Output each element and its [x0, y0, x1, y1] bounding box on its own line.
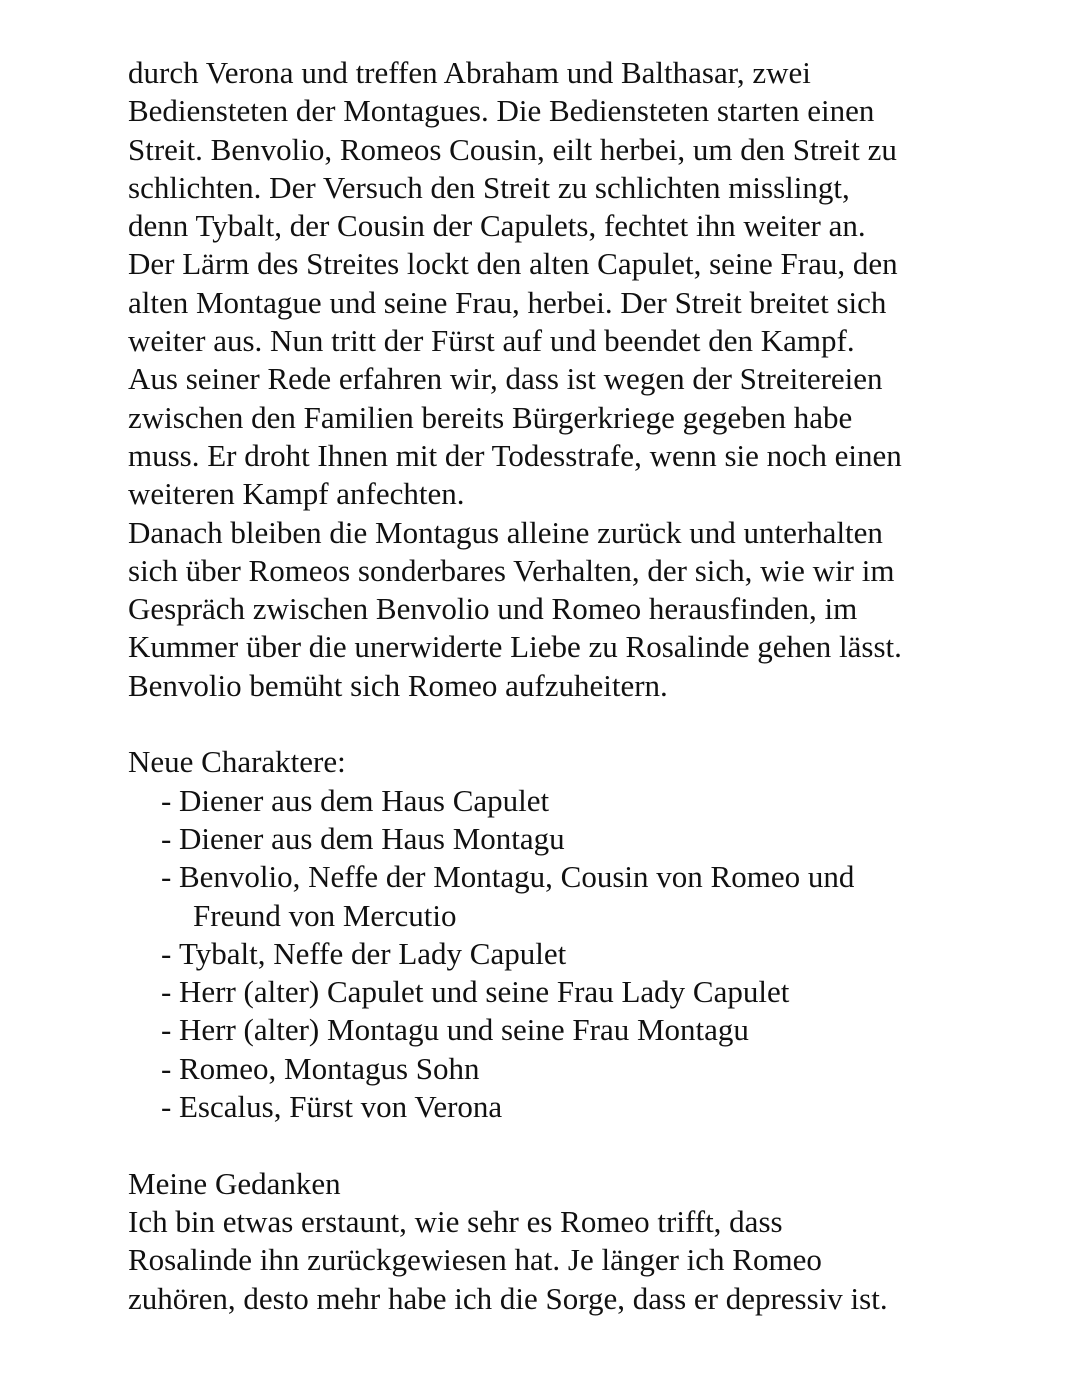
- list-item: [128, 820, 1028, 858]
- text-line: sich über Romeos sonderbares Verhalten, der sich, wie wir im: [128, 552, 895, 588]
- list-item-text: Herr (alter) Montagu und seine Frau Montagu: [179, 1012, 749, 1048]
- text-line: Kummer über die unerwiderte Liebe zu Rosalinde gehen lässt.: [128, 629, 902, 665]
- text-line: zuhören, desto mehr habe ich die Sorge, dass er depressiv ist.: [128, 1280, 888, 1316]
- dash-bullet: -: [161, 974, 172, 1010]
- text-line: weiteren Kampf anfechten.: [128, 476, 465, 512]
- list-item: [128, 1011, 1028, 1049]
- document-page: [128, 54, 1028, 1318]
- list-item-text: Benvolio, Neffe der Montagu, Cousin von Romeo und: [179, 859, 855, 895]
- dash-bullet: -: [161, 1012, 172, 1048]
- characters-list: [128, 782, 1028, 1127]
- list-item-text: Diener aus dem Haus Montagu: [179, 820, 565, 856]
- list-item: [128, 973, 1028, 1011]
- text-line: Gespräch zwischen Benvolio und Romeo herausfinden, im: [128, 591, 858, 627]
- text-line: schlichten. Der Versuch den Streit zu schlichten misslingt,: [128, 169, 850, 205]
- list-item: [128, 782, 1028, 820]
- text-line: Rosalinde ihn zurückgewiesen hat. Je länger ich Romeo: [128, 1242, 822, 1278]
- list-item: [128, 1088, 1028, 1126]
- text-line: weiter aus. Nun tritt der Fürst auf und beendet den Kampf.: [128, 323, 855, 359]
- dash-bullet: -: [161, 935, 172, 971]
- list-item-text: Tybalt, Neffe der Lady Capulet: [179, 935, 567, 971]
- text-line: zwischen den Familien bereits Bürgerkriege gegeben habe: [128, 399, 853, 435]
- summary-paragraph: [128, 54, 1028, 705]
- text-line: Bediensteten der Montagues. Die Bediensteten starten einen: [128, 93, 875, 129]
- paragraph-spacer: [128, 1126, 1028, 1164]
- text-line: Aus seiner Rede erfahren wir, dass ist wegen der Streitereien: [128, 361, 883, 397]
- text-line: denn Tybalt, der Cousin der Capulets, fechtet ihn weiter an.: [128, 208, 866, 244]
- dash-bullet: -: [161, 859, 172, 895]
- list-item-text: Diener aus dem Haus Capulet: [179, 782, 550, 818]
- list-item: [128, 858, 1028, 935]
- text-line: durch Verona und treffen Abraham und Balthasar, zwei: [128, 55, 811, 90]
- list-item-text: Escalus, Fürst von Verona: [179, 1089, 503, 1125]
- text-line: Streit. Benvolio, Romeos Cousin, eilt herbei, um den Streit zu: [128, 131, 897, 167]
- characters-section: [128, 743, 1028, 1126]
- thoughts-section: [128, 1165, 1028, 1318]
- text-line: Danach bleiben die Montagus alleine zurück und unterhalten: [128, 514, 883, 550]
- text-line: Ich bin etwas erstaunt, wie sehr es Romeo trifft, dass: [128, 1203, 783, 1239]
- paragraph-spacer: [128, 705, 1028, 743]
- thoughts-heading: Meine Gedanken: [128, 1165, 341, 1201]
- list-item: [128, 935, 1028, 973]
- dash-bullet: -: [161, 1050, 172, 1086]
- text-line: Benvolio bemüht sich Romeo aufzuheitern.: [128, 667, 668, 703]
- list-item-text-continued: Freund von Mercutio: [193, 897, 457, 933]
- dash-bullet: -: [161, 1089, 172, 1125]
- dash-bullet: -: [161, 782, 172, 818]
- list-item-text: Romeo, Montagus Sohn: [179, 1050, 480, 1086]
- text-line: alten Montague und seine Frau, herbei. Der Streit breitet sich: [128, 284, 887, 320]
- text-line: Der Lärm des Streites lockt den alten Capulet, seine Frau, den: [128, 246, 898, 282]
- dash-bullet: -: [161, 820, 172, 856]
- text-line: muss. Er droht Ihnen mit der Todesstrafe, wenn sie noch einen: [128, 437, 902, 473]
- list-item-text: Herr (alter) Capulet und seine Frau Lady Capulet: [179, 974, 790, 1010]
- characters-heading: Neue Charaktere:: [128, 744, 346, 780]
- list-item: [128, 1050, 1028, 1088]
